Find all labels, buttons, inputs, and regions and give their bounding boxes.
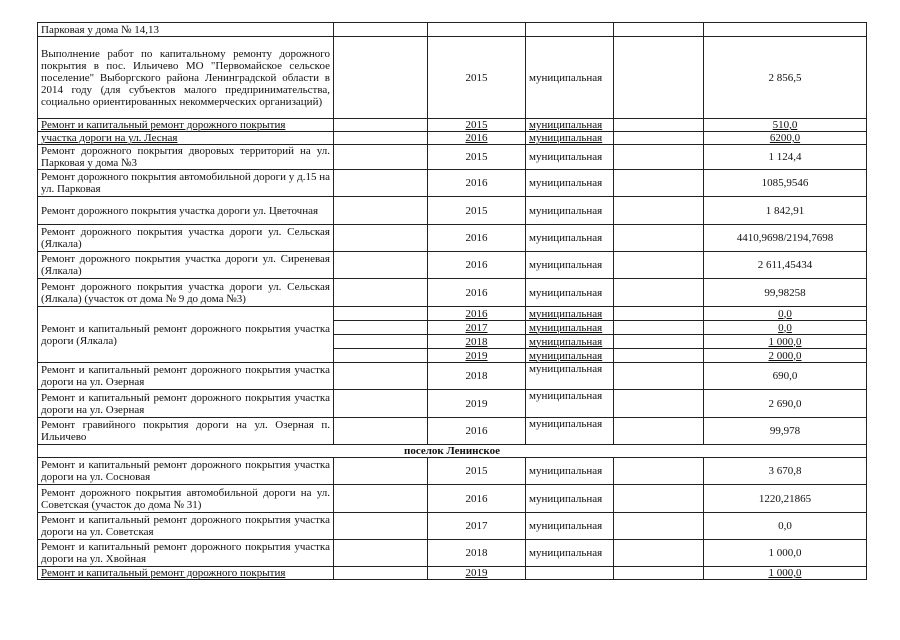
year-cell: 2015 [428,37,526,119]
amount-cell: 0,0 [704,307,867,321]
blank-cell [614,252,704,279]
blank-cell [334,197,428,225]
work-name: Ремонт и капитальный ремонт дорожного покрытия [38,119,334,132]
ownership-cell: муниципальная [526,37,614,119]
table-row [38,197,867,225]
amount-cell: 0,0 [704,513,867,540]
blank-cell [614,458,704,485]
blank-cell [334,540,428,567]
blank-cell [614,23,704,37]
table-row [38,132,867,145]
table-row [38,279,867,307]
ownership-cell: муниципальная [526,170,614,197]
table-row [38,513,867,540]
ownership-cell: муниципальная [526,540,614,567]
blank-cell [614,363,704,390]
year-cell: 2015 [428,145,526,170]
ownership-cell: муниципальная [526,321,614,335]
work-name: Ремонт и капитальный ремонт дорожного покрытия участка дороги на ул. Советская [38,513,334,540]
table-row [38,252,867,279]
amount-cell: 1220,21865 [704,485,867,513]
amount-cell: 6200,0 [704,132,867,145]
amount-cell: 4410,9698/2194,7698 [704,225,867,252]
table-row [38,485,867,513]
year-cell: 2016 [428,418,526,445]
year-cell: 2015 [428,197,526,225]
blank-cell [334,252,428,279]
year-cell: 2019 [428,567,526,580]
blank-cell [334,349,428,363]
ownership-cell: муниципальная [526,458,614,485]
table-row [38,119,867,132]
amount-cell: 2 856,5 [704,37,867,119]
work-name: Ремонт дорожного покрытия автомобильной дороги у д.15 на ул. Парковая [38,170,334,197]
blank-cell [614,197,704,225]
year-cell: 2016 [428,225,526,252]
work-name: Ремонт дорожного покрытия участка дороги ул. Цветочная [38,197,334,225]
amount-cell: 1 842,91 [704,197,867,225]
table-row [38,23,867,37]
amount-cell: 2 000,0 [704,349,867,363]
blank-cell [614,307,704,321]
table-row [38,458,867,485]
blank-cell [614,540,704,567]
work-name: Выполнение работ по капитальному ремонту дорожного покрытия в пос. Ильичево МО "Первомайское сельское поселение" Выборгского района Ленинградской области в 2014 году (для субъектов малого предпринимательства, социально ориентированных некоммерческих организаций) [38,37,334,119]
table-row [38,170,867,197]
ownership-cell: муниципальная [526,145,614,170]
blank-cell [614,485,704,513]
blank-cell [334,363,428,390]
year-cell: 2016 [428,170,526,197]
blank-cell [334,132,428,145]
work-name: Ремонт дорожного покрытия участка дороги ул. Сиреневая (Ялкала) [38,252,334,279]
amount-cell: 99,978 [704,418,867,445]
blank-cell [614,279,704,307]
blank-cell [334,390,428,418]
blank-cell [614,132,704,145]
amount-cell: 1 124,4 [704,145,867,170]
work-name: Ремонт дорожного покрытия участка дороги ул. Сельская (Ялкала) (участок от дома № 9 до дома №3) [38,279,334,307]
year-cell: 2016 [428,132,526,145]
blank-cell [614,567,704,580]
work-name: Парковая у дома № 14,13 [38,23,334,37]
amount-cell: 1085,9546 [704,170,867,197]
blank-cell [334,335,428,349]
year-cell: 2015 [428,458,526,485]
blank-cell [334,37,428,119]
amount-cell: 99,98258 [704,279,867,307]
table-row [38,307,867,321]
year-cell: 2016 [428,307,526,321]
table-row [38,37,867,119]
ownership-cell: муниципальная [526,349,614,363]
amount-cell: 1 000,0 [704,540,867,567]
year-cell: 2018 [428,363,526,390]
amount-cell: 3 670,8 [704,458,867,485]
ownership-cell: муниципальная [526,307,614,321]
blank-cell [334,119,428,132]
ownership-cell: муниципальная [526,485,614,513]
blank-cell [614,513,704,540]
blank-cell [334,513,428,540]
blank-cell [614,145,704,170]
work-name: Ремонт дорожного покрытия дворовых территорий на ул. Парковая у дома №3 [38,145,334,170]
ownership-cell: муниципальная [526,252,614,279]
blank-cell [334,170,428,197]
ownership-cell: муниципальная [526,513,614,540]
table-row [38,145,867,170]
blank-cell [334,307,428,321]
ownership-cell: муниципальная [526,390,614,418]
blank-cell [614,119,704,132]
work-name: Ремонт и капитальный ремонт дорожного покрытия участка дороги на ул. Озерная [38,363,334,390]
table-row [38,418,867,445]
blank-cell [614,390,704,418]
blank-cell [334,321,428,335]
blank-cell [334,23,428,37]
table-row [38,363,867,390]
ownership-cell: муниципальная [526,418,614,445]
amount-cell: 510,0 [704,119,867,132]
ownership-cell: муниципальная [526,363,614,390]
work-name: участка дороги на ул. Лесная [38,132,334,145]
blank-cell [334,418,428,445]
table-row [38,567,867,580]
amount-cell: 1 000,0 [704,335,867,349]
year-cell: 2019 [428,390,526,418]
blank-cell [334,458,428,485]
year-cell: 2017 [428,321,526,335]
ownership-cell [526,23,614,37]
amount-cell: 2 690,0 [704,390,867,418]
year-cell: 2018 [428,540,526,567]
table-row [38,225,867,252]
year-cell: 2016 [428,485,526,513]
work-name: Ремонт и капитальный ремонт дорожного покрытия [38,567,334,580]
amount-cell: 2 611,45434 [704,252,867,279]
amount-cell [704,23,867,37]
section-row [38,445,867,458]
blank-cell [334,567,428,580]
blank-cell [614,170,704,197]
ownership-cell: муниципальная [526,132,614,145]
blank-cell [614,418,704,445]
blank-cell [614,349,704,363]
work-name: Ремонт и капитальный ремонт дорожного покрытия участка дороги (Ялкала) [38,307,334,363]
ownership-cell: муниципальная [526,119,614,132]
year-cell: 2019 [428,349,526,363]
blank-cell [334,485,428,513]
blank-cell [334,279,428,307]
amount-cell: 0,0 [704,321,867,335]
work-name: Ремонт и капитальный ремонт дорожного покрытия участка дороги на ул. Озерная [38,390,334,418]
work-name: Ремонт дорожного покрытия участка дороги ул. Сельская (Ялкала) [38,225,334,252]
amount-cell: 1 000,0 [704,567,867,580]
ownership-cell: муниципальная [526,197,614,225]
ownership-cell: муниципальная [526,279,614,307]
year-cell: 2016 [428,279,526,307]
table-row [38,390,867,418]
blank-cell [614,321,704,335]
road-works-table [37,22,867,580]
table-row [38,540,867,567]
blank-cell [334,145,428,170]
work-name: Ремонт и капитальный ремонт дорожного покрытия участка дороги на ул. Сосновая [38,458,334,485]
blank-cell [614,225,704,252]
ownership-cell: муниципальная [526,225,614,252]
year-cell: 2015 [428,119,526,132]
year-cell [428,23,526,37]
work-name: Ремонт и капитальный ремонт дорожного покрытия участка дороги на ул. Хвойная [38,540,334,567]
ownership-cell [526,567,614,580]
amount-cell: 690,0 [704,363,867,390]
blank-cell [334,225,428,252]
work-name: Ремонт дорожного покрытия автомобильной дороги на ул. Советская (участок до дома № 31) [38,485,334,513]
blank-cell [614,335,704,349]
section-title: поселок Ленинское [38,445,867,458]
year-cell: 2018 [428,335,526,349]
work-name: Ремонт гравийного покрытия дороги на ул. Озерная п. Ильичево [38,418,334,445]
blank-cell [614,37,704,119]
ownership-cell: муниципальная [526,335,614,349]
year-cell: 2017 [428,513,526,540]
year-cell: 2016 [428,252,526,279]
